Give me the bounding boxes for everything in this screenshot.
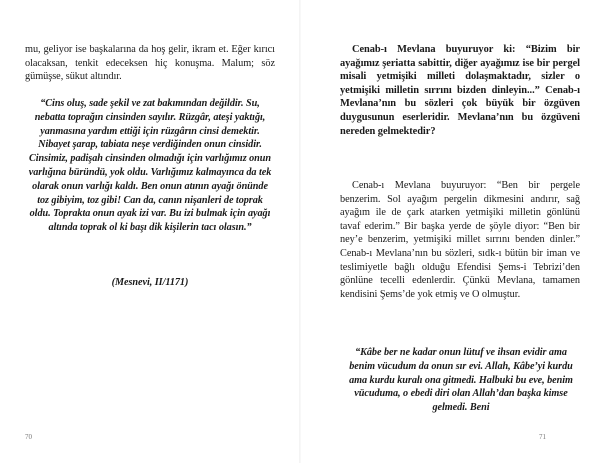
- left-quote-citation: (Mesnevi, II/1171): [111, 277, 189, 288]
- left-page-number: 70: [25, 433, 32, 441]
- right-page-number: 71: [539, 433, 546, 441]
- right-body-paragraph-text: Cenab-ı Mevlana buyuruyor: “Ben bir pergele benzerim. Sol ayağım pergelin dikmesini andırır, sağ ayağım ile de çark atarken yetmişiki milletin gönlünü tavaf ederim.” Bir başka yerde de şöyle diyor: “Ben bir ney’e benzerim, yetmişiki millet sırrını benden dinler.” Cenab-ı Mevlana’nın bu sözleri, sıdk-ı bütün bir iman ve teslimiyetle bağlı olduğu Efendisi Şems-i Tebrizi’den gönlüne tecelli edenlerdir. Çünkü Mevlana, tamamen kendisini Şems’de yok etmiş ve O olmuştur.: [340, 180, 580, 300]
- right-kabe-quote: “Kâbe ber ne kadar onun lütuf ve ihsan evidir ama benim vücudum da onun sır evi. Allah, Kâbe’yi kurdu ama kurdu kuralı ona gitmedi. Halbuki bu eve, benim vücuduma, o ebedi diri olan Allah’dan başka kimse gelmedi. Beni: [349, 347, 573, 414]
- left-mesnevi-quote: “Cins oluş, sade şekil ve zat bakımından değildir. Su, nebatta toprağın cinsinden sayılır. Rüzgâr, ateşi yaktığı, yanmasına yardım ettiği için rüzgârın cinsi demektir. Nibayet şarap, tabiata neşe verdiğinden onun cinsidir. Cinsimiz, padişah cinsinden olmadığı için varlığımız onun varlığına büründü, yok oldu. Varlığımız kalmayınca da tek olarak onun varlığı kaldı. Ben onun atının ayağı önünde toz gibiyim, toz gibi! Can da, canın nişanleri de toprak oldu. Toprakta onun ayak izi var. Bu izi bulmak için ayağı altında toprak ol ki başı dik kişilerin tacı olasın.”: [28, 98, 272, 234]
- right-body-paragraph: [340, 179, 580, 301]
- right-bold-paragraph: [340, 43, 580, 138]
- left-body-paragraph: mu, geliyor ise başkalarına da hoş gelir, ikram et. Eğer kırıcı olacaksan, tenkit edeceksen hiç konuşma. Malum; söz gümüşse, sükut altındır.: [25, 44, 275, 83]
- right-bold-paragraph-text: Cenab-ı Mevlana buyuruyor ki: “Bizim bir ayağımız şeriatta sabittir, diğer ayağımız ise bir pergel misali yetmişiki milleti dolaşmaktadır, sizler o yetmişiki milletin sırrını bizden dinleyin...” Cenab-ı Mevlana’nın bu sözleri çok büyük bir özgüven duygusunun eserleridir. Mevlana’nın bu özgüveni nereden gelmektedir?: [340, 44, 580, 137]
